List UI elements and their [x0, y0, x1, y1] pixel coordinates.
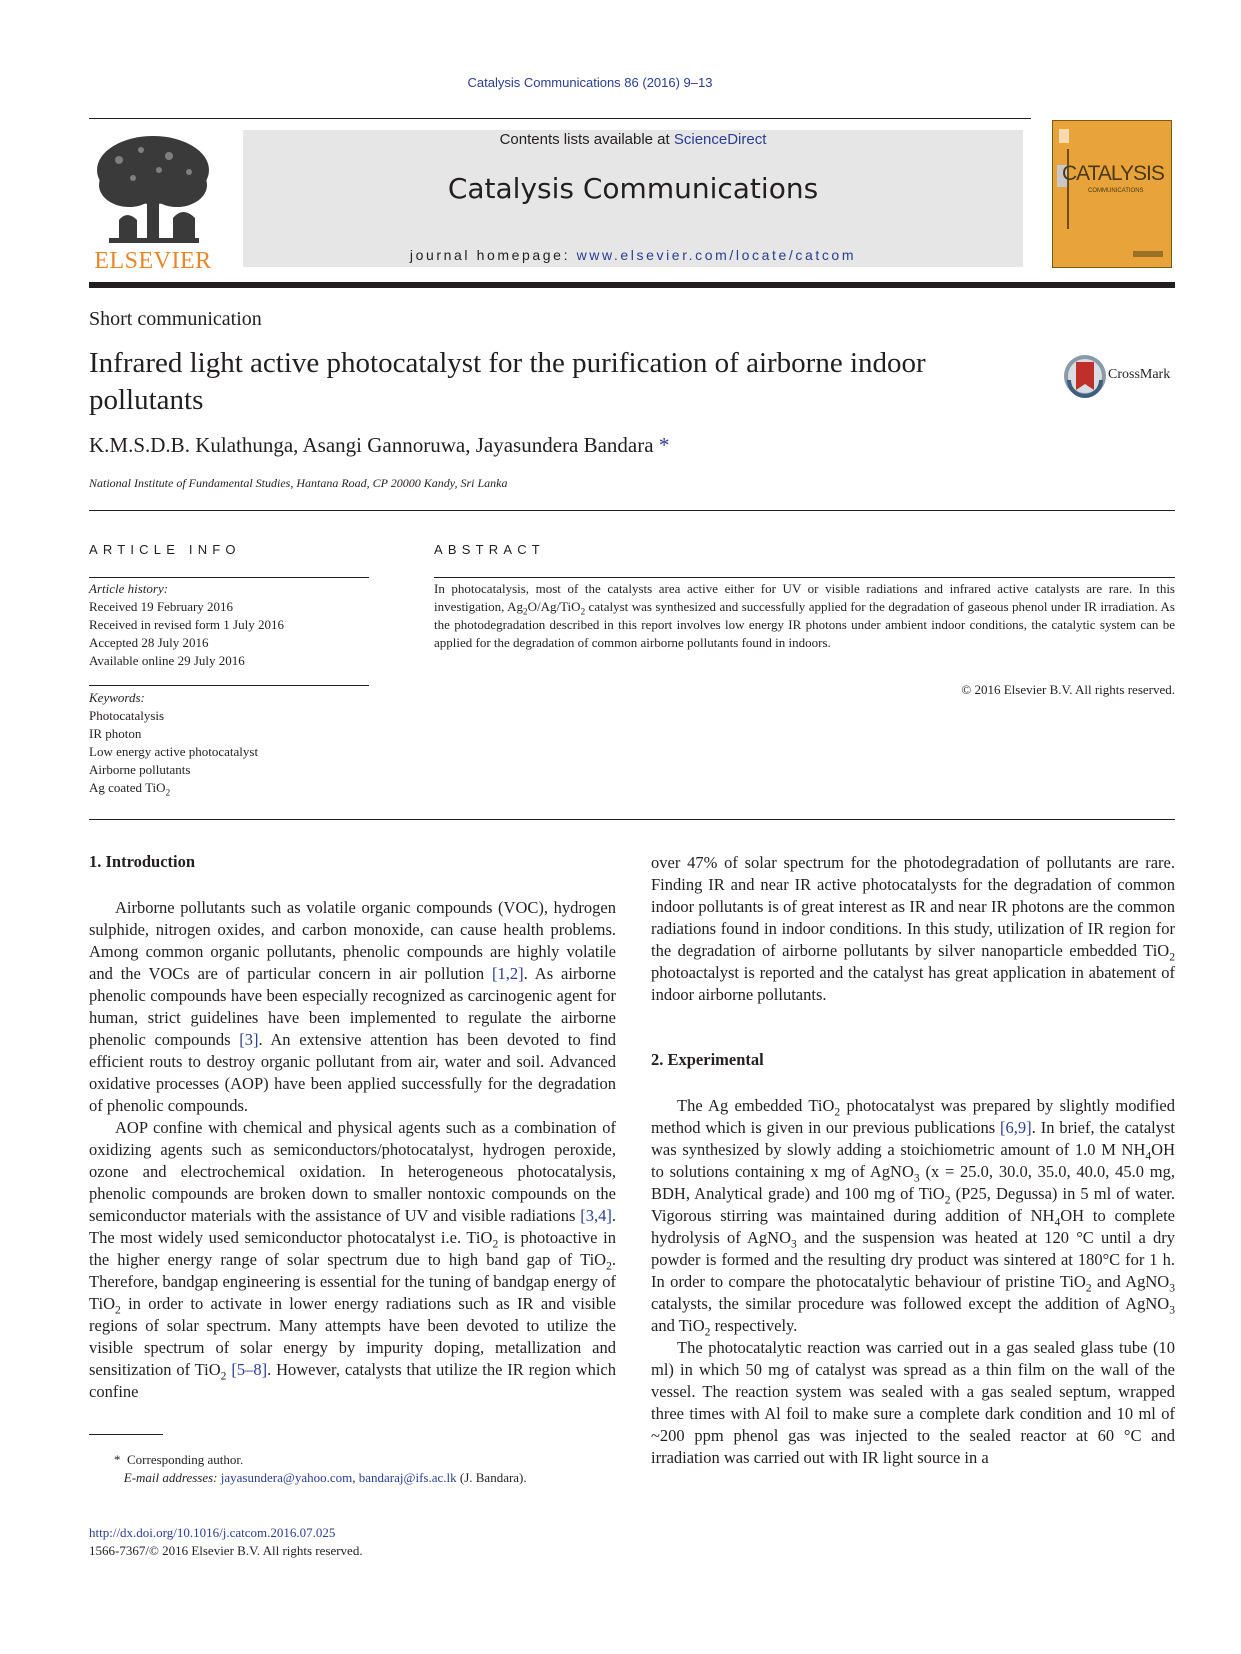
text-run: is photoactive in the higher energy range of solar spectrum due to high band gap of TiO — [89, 1228, 616, 1269]
subscript: 3 — [1169, 1304, 1175, 1317]
introduction-paragraph-2 — [89, 1117, 616, 1403]
subscript: 2 — [1169, 951, 1175, 964]
sciencedirect-link[interactable]: ScienceDirect — [673, 131, 767, 148]
homepage-prefix: journal homepage: — [409, 247, 577, 263]
header-rule-bottom — [89, 282, 1175, 288]
keyword-list — [89, 689, 369, 797]
email-label: E-mail addresses: — [123, 1470, 218, 1485]
abstract-subscript: 2 — [580, 606, 586, 617]
footnote-text: Corresponding author. — [127, 1452, 244, 1467]
rule-after-affiliation — [89, 510, 1175, 511]
reference-link[interactable]: [1,2] — [492, 964, 524, 983]
authors-text: K.M.S.D.B. Kulathunga, Asangi Gannoruwa, Jayasundera Bandara — [89, 433, 654, 457]
abstract-heading: ABSTRACT — [434, 542, 545, 557]
experimental-paragraph-1 — [651, 1095, 1175, 1337]
text-run: photocatalyst was prepared by slightly modified method which is given in our previous publications — [651, 1096, 1175, 1137]
experimental-body — [651, 1095, 1175, 1469]
text-run: . However, catalysts that utilize the IR region which confine — [89, 1360, 616, 1401]
subscript: 2 — [220, 1370, 227, 1383]
text-run: AOP confine with chemical and physical agents such as a combination of oxidizing agents such as semiconductors/photocatalyst, hydrogen peroxide, ozone and electrochemical oxidation. In heterogeneous photocatalysis, phenolic compounds are broken down to smaller nontoxic compounds on the semiconductor materials with the assistance of UV and visible radiations — [89, 1118, 616, 1225]
text-run: and TiO — [651, 1316, 705, 1335]
keyword-item: Low energy active photocatalyst — [89, 744, 259, 759]
subscript: 3 — [913, 1172, 920, 1185]
corresponding-author-mark[interactable]: * — [658, 433, 670, 457]
subscript: 2 — [944, 1194, 951, 1207]
subscript: 2 — [834, 1106, 841, 1119]
author-list — [89, 433, 669, 458]
text-run: OH to complete hydrolysis of AgNO — [651, 1206, 1175, 1247]
contents-line — [243, 131, 1023, 148]
text-run: (x = 25.0, 30.0, 35.0, 40.0, 45.0 mg, BDH, Analytical grade) and 100 mg of TiO — [651, 1162, 1175, 1203]
reference-link[interactable]: [6,9] — [1000, 1118, 1032, 1137]
text-run: and AgNO — [1091, 1272, 1170, 1291]
history-label: Article history: — [89, 581, 169, 596]
introduction-paragraph-1 — [89, 897, 616, 1117]
subscript: 4 — [1145, 1150, 1152, 1163]
footnote-mark: * — [114, 1452, 121, 1467]
email-suffix: (J. Bandara). — [456, 1470, 527, 1485]
text-run: photoactalyst is reported and the catalyst has great application in abatement of indoor airborne pollutants. — [651, 963, 1175, 1004]
abstract-text — [434, 580, 1175, 652]
subscript: 3 — [791, 1238, 797, 1251]
history-received: Received 19 February 2016 — [89, 599, 234, 614]
text-run: The Ag embedded TiO — [677, 1096, 835, 1115]
subscript: 2 — [1085, 1282, 1092, 1295]
subscript: 4 — [1054, 1216, 1061, 1229]
footnote-corresponding — [89, 1451, 616, 1469]
reference-link[interactable]: [3,4] — [580, 1206, 612, 1225]
journal-name: Catalysis Communications — [447, 172, 819, 205]
footnote-rule — [89, 1434, 163, 1435]
abstract-part: In photocatalysis, most of the catalysts area active either for UV or visible radiations and infrared active catalysts are rare. In this investigation, Ag — [434, 581, 1175, 614]
history-online: Available online 29 July 2016 — [89, 653, 245, 668]
subscript: 2 — [606, 1260, 612, 1273]
text-run: . As airborne phenolic compounds have been especially recognized as carcinogenic agent for human, strict guidelines have been implemented to regulate the airborne phenolic compounds — [89, 964, 616, 1049]
text-run: OH to solutions containing x mg of AgNO — [651, 1140, 1175, 1181]
crossmark-label[interactable]: CrossMark — [1108, 367, 1171, 382]
keywords-rule — [89, 685, 369, 686]
subscript: 2 — [115, 1304, 121, 1317]
keyword-item — [89, 779, 369, 797]
text-run: and the suspension was heated at 120 °C until a dry powder is formed and the resulting dry product was sintered at 180°C for 1 h. In order to compare the photocatalytic behaviour of pristine TiO — [651, 1228, 1175, 1291]
article-type: Short communication — [89, 308, 262, 330]
text-run: . In brief, the catalyst was synthesized by slowly adding a stoichiometric amount of 1.0 M NH — [651, 1118, 1175, 1159]
rule-after-abstract — [89, 819, 1175, 820]
subscript: 2 — [704, 1326, 711, 1339]
email-link[interactable]: bandaraj@ifs.ac.lk — [358, 1470, 457, 1485]
keyword-text: Ag coated TiO — [89, 780, 166, 795]
article-info-heading: ARTICLE INFO — [89, 542, 241, 557]
header-rule-top — [89, 118, 1031, 119]
keyword-item: Airborne pollutants — [89, 762, 191, 777]
introduction-continued — [651, 852, 1175, 1006]
introduction-body — [89, 897, 616, 1403]
cover-subtitle: COMMUNICATIONS — [1088, 188, 1144, 194]
abstract-rule — [434, 577, 1175, 578]
contents-prefix: Contents lists available at — [499, 131, 674, 148]
experimental-paragraph-2: The photocatalytic reaction was carried out in a gas sealed glass tube (10 ml) in which 50 mg of catalyst was spread as a thin film on the wall of the vessel. The reaction system was sealed with a gas sealed septum, wrapped three times with Al foil to make sure a complete dark condition and 10 ml of ~200 ppm phenol gas was injected to the sealed reactor at 60 °C and irradiation was carried out with IR light source in a — [651, 1338, 1175, 1467]
article-title: Infrared light active photocatalyst for the purification of airborne indoor pollutants — [89, 347, 926, 416]
journal-citation[interactable]: Catalysis Communications 86 (2016) 9–13 — [467, 75, 713, 90]
keyword-subscript: 2 — [165, 787, 171, 798]
abstract-subscript: 2 — [523, 606, 528, 617]
section-heading-experimental: 2. Experimental — [651, 1050, 764, 1069]
history-revised: Received in revised form 1 July 2016 — [89, 617, 284, 632]
keyword-item: IR photon — [89, 726, 142, 741]
article-info-rule — [89, 577, 369, 578]
text-run: . Therefore, bandgap engineering is essential for the tuning of bandgap energy of TiO — [89, 1250, 616, 1313]
elsevier-logo-text: ELSEVIER — [94, 248, 212, 274]
crossmark-icon[interactable] — [1063, 354, 1107, 398]
text-run: Airborne pollutants such as volatile organic compounds (VOC), hydrogen sulphide, nitrogen oxides, and carbon monoxide, can cause health problems. Among common organic pollutants, phenolic compounds are highly volatile and the VOCs are of particular concern in air pollution — [89, 898, 616, 983]
cover-decoration-icon — [1053, 121, 1171, 267]
subscript: 2 — [492, 1238, 499, 1251]
abstract-copyright: © 2016 Elsevier B.V. All rights reserved. — [961, 682, 1175, 697]
reference-link[interactable]: [5–8] — [231, 1360, 268, 1379]
doi-link[interactable]: http://dx.doi.org/10.1016/j.catcom.2016.07.025 — [89, 1525, 336, 1540]
homepage-link[interactable]: www.elsevier.com/locate/catcom — [576, 247, 857, 263]
issn-copyright: 1566-7367/© 2016 Elsevier B.V. All rights reserved. — [89, 1543, 363, 1558]
email-separator: , — [352, 1470, 359, 1485]
footnote-emails — [89, 1469, 616, 1487]
text-run: . An extensive attention has been devoted to find efficient routs to destroy organic pollutant from air, water and soil. Advanced oxidative processes (AOP) have been applied successfully for the degradation of phenolic compounds. — [89, 1030, 616, 1115]
journal-homepage-line — [243, 247, 1023, 263]
affiliation: National Institute of Fundamental Studies, Hantana Road, CP 20000 Kandy, Sri Lanka — [89, 476, 508, 490]
text-run: over 47% of solar spectrum for the photodegradation of pollutants are rare. Finding IR and near IR active photocatalysts for the degradation of common indoor pollutants is of great interest as IR and near IR photons are the common radiations found in indoor conditions. In this study, utilization of IR region for the degradation of airborne pollutants by silver nanoparticle embedded TiO — [651, 853, 1175, 960]
email-link[interactable]: jayasundera@yahoo.com — [220, 1470, 353, 1485]
history-accepted: Accepted 28 July 2016 — [89, 635, 209, 650]
keywords-label: Keywords: — [89, 690, 145, 705]
journal-cover-image[interactable] — [1052, 120, 1172, 268]
cover-title: CATALYSIS — [1062, 162, 1164, 185]
text-run: respectively. — [710, 1316, 798, 1335]
text-run: catalysts, the similar procedure was followed except the addition of AgNO — [651, 1294, 1170, 1313]
introduction-paragraph-continued — [651, 852, 1175, 1006]
subscript: 3 — [1169, 1282, 1175, 1295]
text-run: (P25, Degussa) in 5 ml of water. Vigorous stirring was maintained during addition of NH — [651, 1184, 1175, 1225]
keyword-item: Photocatalysis — [89, 708, 165, 723]
text-run: . The most widely used semiconductor photocatalyst i.e. TiO — [89, 1206, 616, 1247]
abstract-part: catalyst was synthesized and successfully applied for the degradation of gaseous phenol under IR irradiation. As the photodegradation described in this report involves low energy IR photons under ambient indoor conditions, the catalytic system can be applied for the degradation of common airborne pollutants found in indoors. — [434, 599, 1175, 650]
footnote — [89, 1451, 616, 1487]
reference-link[interactable]: [3] — [239, 1030, 259, 1049]
text-run: in order to activate in lower energy radiations such as IR and visible regions of solar spectrum. Many attempts have been devoted to utilize the visible spectrum of solar energy by impurity doping, metallization and sensitization of TiO — [89, 1294, 616, 1379]
section-heading-introduction: 1. Introduction — [89, 852, 196, 871]
article-history — [89, 580, 369, 670]
abstract-part: O/Ag/TiO — [527, 599, 581, 614]
